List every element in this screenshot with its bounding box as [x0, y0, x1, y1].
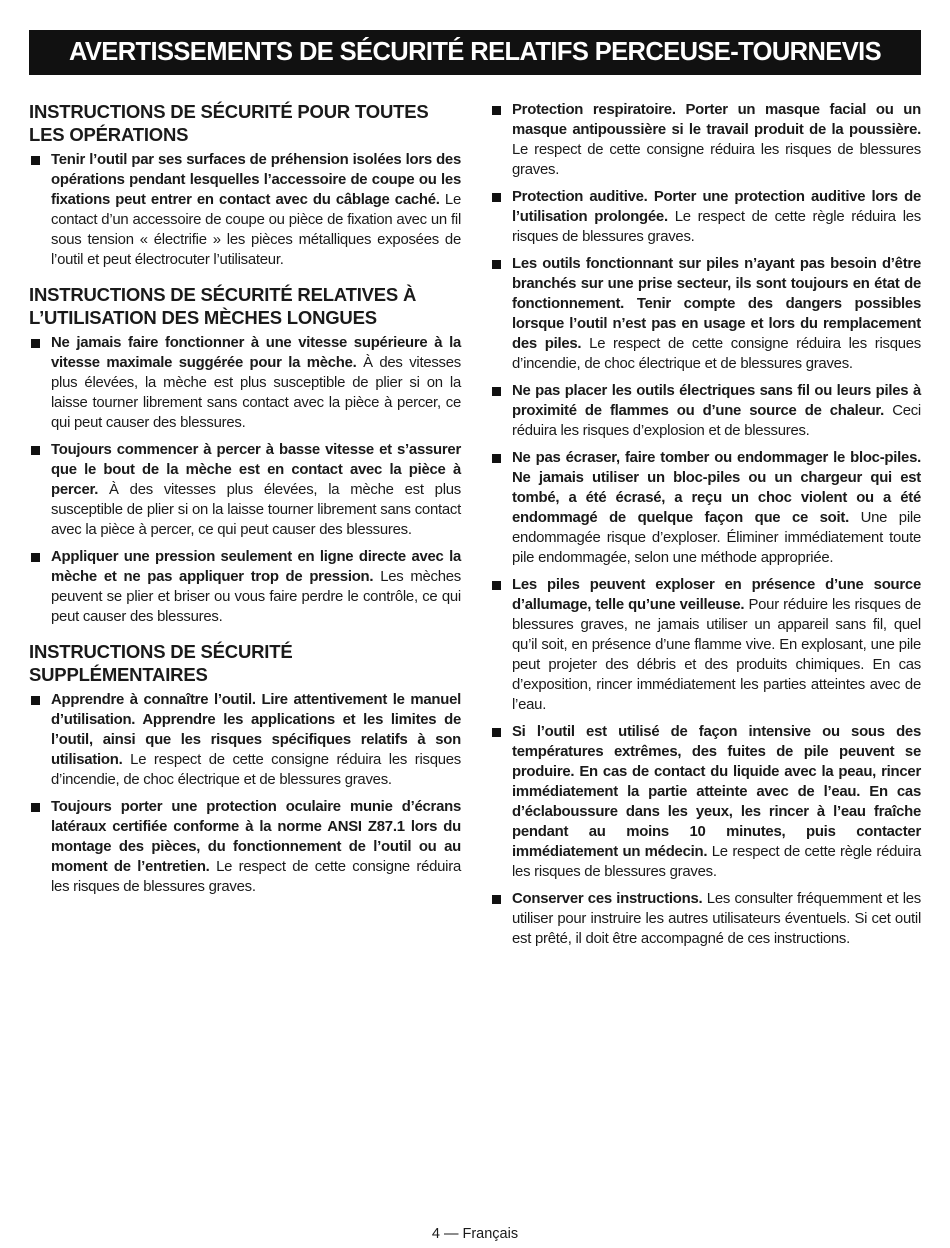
list-item: Conserver ces instructions. Les consulter fréquemment et les utiliser pour instruire les autres utilisateurs éventuels. Si cet outil est prêté, il doit être accompagné de ces instructions. — [490, 889, 921, 949]
list-item: Toujours porter une protection oculaire munie d’écrans latéraux certifiée conforme à la norme ANSI Z87.1 lors du montage des pièces, du fonctionnement de l’outil ou au moment de l’entretien. Le respect de cette consigne réduira les risques de blessures graves. — [29, 797, 461, 897]
square-bullet-icon — [31, 446, 40, 455]
square-bullet-icon — [492, 387, 501, 396]
list-item: Appliquer une pression seulement en ligne directe avec la mèche et ne pas appliquer trop de pression. Les mèches peuvent se plier et briser ou vous faire perdre le contrôle, ce qui peut causer des blessures. — [29, 547, 461, 627]
square-bullet-icon — [492, 106, 501, 115]
bullet-list-additional — [29, 690, 461, 897]
list-item: Protection respiratoire. Porter un masque facial ou un masque antipoussière si le travail produit de la poussière. Le respect de cette consigne réduira les risques de blessures graves. — [490, 100, 921, 180]
square-bullet-icon — [31, 696, 40, 705]
list-item: Ne pas écraser, faire tomber ou endommager le bloc-piles. Ne jamais utiliser un bloc-piles ou un chargeur qui est tombé, a été écrasé, a reçu un choc violent ou a été endommagé de quelque façon que ce soit. Une pile endommagée risque d’exploser. Éliminer immédiatement toute pile endommagée, selon une méthode appropriée. — [490, 448, 921, 568]
section-heading-all-operations: INSTRUCTIONS DE SÉCURITÉ POUR TOUTES LES OPÉRATIONS — [29, 101, 429, 145]
section-heading-long-bits: INSTRUCTIONS DE SÉCURITÉ RELATIVES À L’UTILISATION DES MÈCHES LONGUES — [29, 284, 417, 328]
list-item: Si l’outil est utilisé de façon intensive ou sous des températures extrêmes, des fuites de pile peuvent se produire. En cas de contact du liquide avec la peau, rincer immédiatement la partie atteinte avec de l’eau. En cas d’éclaboussure dans les yeux, les rincer à l’eau fraîche pendant au moins 10 minutes, puis contacter immédiatement un médecin. Le respect de cette règle réduira les risques de blessures graves. — [490, 722, 921, 882]
square-bullet-icon — [492, 193, 501, 202]
list-item: Les outils fonctionnant sur piles n’ayant pas besoin d’être branchés sur une prise secteur, ils sont toujours en état de fonctionnement. Tenir compte des dangers possibles lorsque l’outil n’est pas en usage et lors du remplacement des piles. Le respect de cette consigne réduira les risques d’incendie, de choc électrique et de blessures graves. — [490, 254, 921, 374]
square-bullet-icon — [492, 581, 501, 590]
square-bullet-icon — [31, 156, 40, 165]
bullet-list-long-bits — [29, 333, 461, 627]
list-item: Les piles peuvent exploser en présence d’une source d’allumage, telle qu’une veilleuse. Pour réduire les risques de blessures graves, ne jamais utiliser un appareil sans fil, quel qu’il soit, en présence d’une flamme vive. En explosant, une pile peut projeter des débris et des produits chimiques. En cas d’exposition, rincer immédiatement les parties atteintes avec de l’eau. — [490, 575, 921, 715]
list-item: Tenir l’outil par ses surfaces de préhension isolées lors des opérations pendant lesquelles l’accessoire de coupe ou les fixations peut entrer en contact avec du câblage caché. Le contact d’un accessoire de coupe ou pièce de fixation avec un fil sous tension « électrifie » les pièces métalliques exposées de l’outil et peut électrocuter l’utilisateur. — [29, 150, 461, 270]
square-bullet-icon — [492, 260, 501, 269]
square-bullet-icon — [31, 339, 40, 348]
square-bullet-icon — [492, 454, 501, 463]
left-column — [29, 100, 461, 904]
list-item: Ne pas placer les outils électriques sans fil ou leurs piles à proximité de flammes ou d’une source de chaleur. Ceci réduira les risques d’explosion et de blessures. — [490, 381, 921, 441]
square-bullet-icon — [492, 728, 501, 737]
bullet-list-all-operations — [29, 150, 461, 270]
square-bullet-icon — [31, 803, 40, 812]
bullet-list-right — [490, 100, 921, 949]
square-bullet-icon — [31, 553, 40, 562]
square-bullet-icon — [492, 895, 501, 904]
list-item: Protection auditive. Porter une protection auditive lors de l’utilisation prolongée. Le respect de cette règle réduira les risques de blessures graves. — [490, 187, 921, 247]
list-item: Ne jamais faire fonctionner à une vitesse supérieure à la vitesse maximale suggérée pour la mèche. À des vitesses plus élevées, la mèche est plus susceptible de plier si on la laisse tourner librement sans contact avec la pièce à percer, ce qui peut causer des blessures. — [29, 333, 461, 433]
list-item: Apprendre à connaître l’outil. Lire attentivement le manuel d’utilisation. Apprendre les applications et les limites de l’outil, ainsi que les risques spécifiques relatifs à son utilisation. Le respect de cette consigne réduira les risques d’incendie, de choc électrique et de blessures graves. — [29, 690, 461, 790]
page-title-banner: AVERTISSEMENTS DE SÉCURITÉ RELATIFS PERCEUSE-TOURNEVIS — [29, 30, 921, 75]
list-item: Toujours commencer à percer à basse vitesse et s’assurer que le bout de la mèche est en contact avec la pièce à percer. À des vitesses plus élevées, la mèche est plus susceptible de plier si on la laisse tourner librement sans contact avec la pièce à percer, ce qui peut causer des blessures. — [29, 440, 461, 540]
section-heading-additional: INSTRUCTIONS DE SÉCURITÉ SUPPLÉMENTAIRES — [29, 641, 293, 685]
right-column — [490, 100, 921, 956]
page-footer: 4 — Français — [431, 1226, 519, 1242]
